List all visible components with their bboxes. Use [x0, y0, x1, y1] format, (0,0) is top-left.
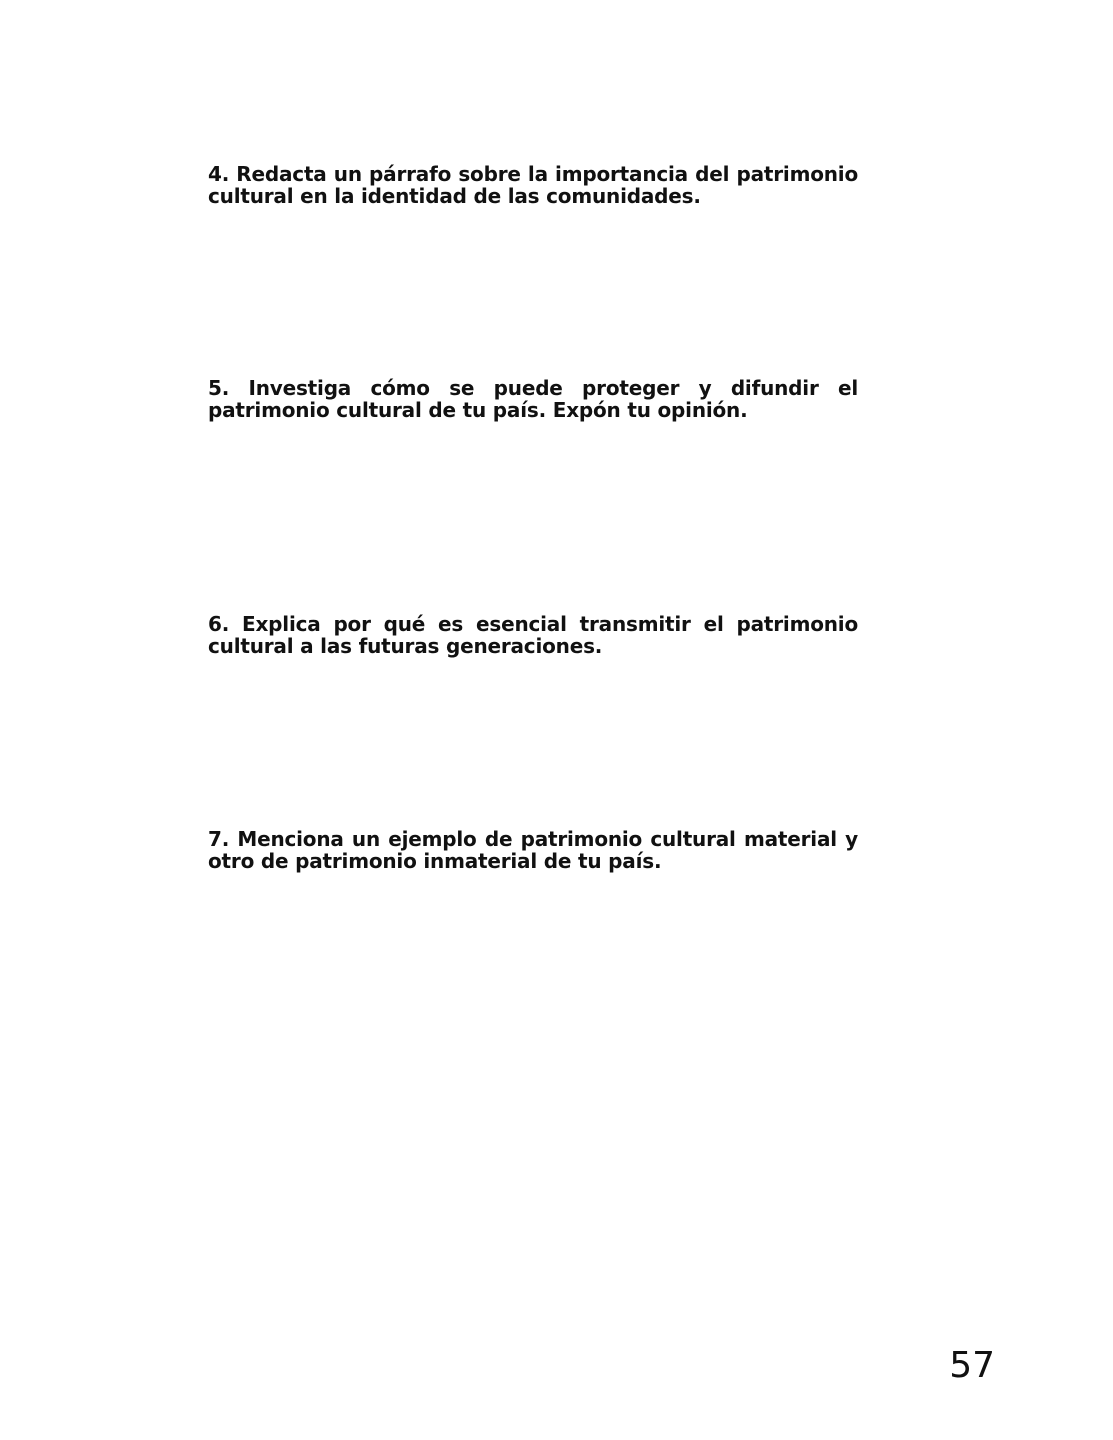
question-6: 6. Explica por qué es esencial transmitir el patrimonio cultural a las futuras generaciones. [208, 612, 858, 658]
page-number: 57 [949, 1345, 995, 1386]
question-5: 5. Investiga cómo se puede proteger y difundir el patrimonio cultural de tu país. Expón tu opinión. [208, 376, 858, 422]
question-4: 4. Redacta un párrafo sobre la importancia del patrimonio cultural en la identidad de las comunidades. [208, 162, 858, 208]
question-7: 7. Menciona un ejemplo de patrimonio cultural material y otro de patrimonio inmaterial de tu país. [208, 827, 858, 873]
